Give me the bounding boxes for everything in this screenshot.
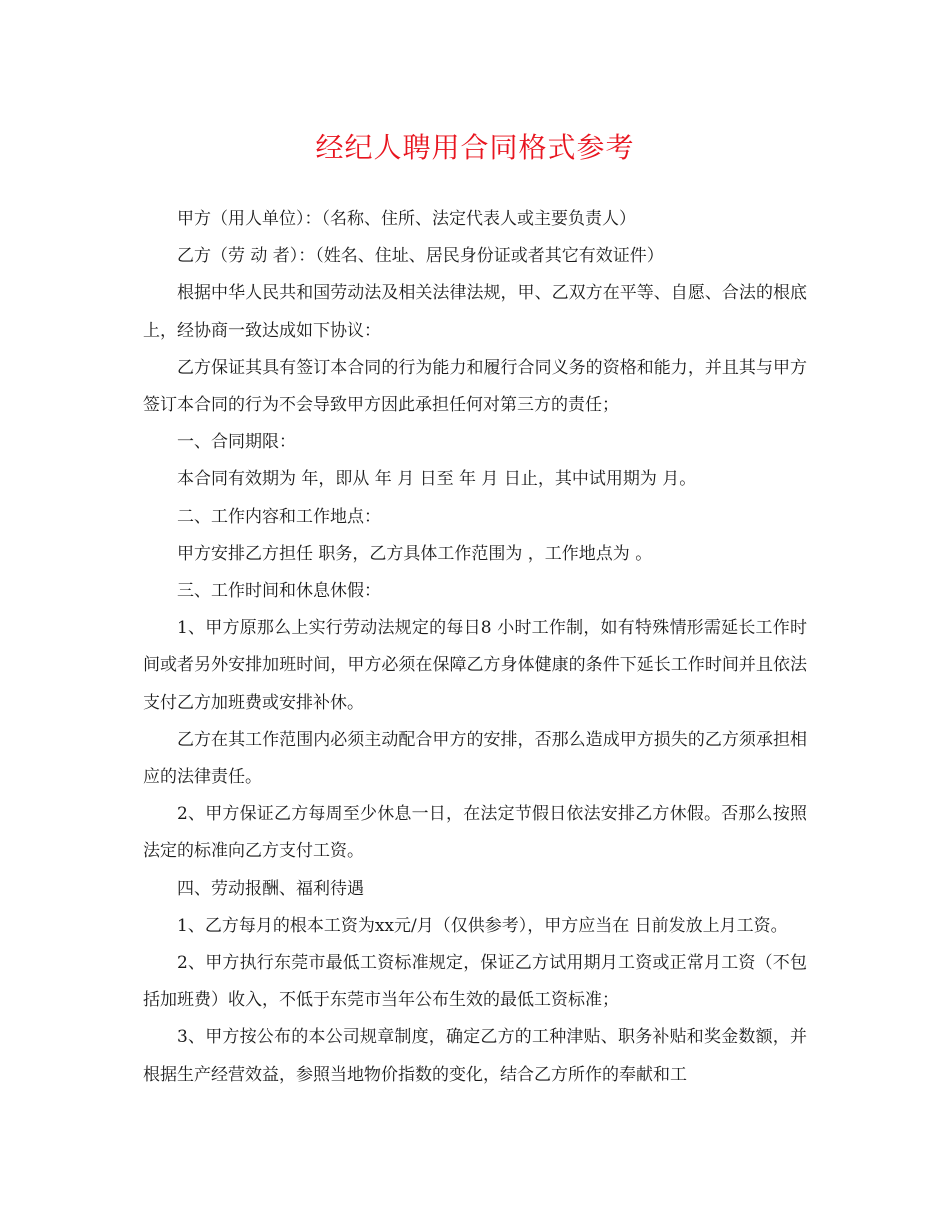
paragraph-guarantee: 乙方保证其具有签订本合同的行为能力和履行合同义务的资格和能力，并且其与甲方签订本合同的行为不会导致甲方因此承担任何对第三方的责任； — [143, 357, 807, 416]
document-title: 经纪人聘用合同格式参考 — [315, 131, 635, 164]
paragraph-term: 本合同有效期为 年，即从 年 月 日至 年 月 日止，其中试用期为 月。 — [177, 469, 697, 490]
paragraph-pay-1: 1、乙方每月的根本工资为xx元/月（仅供参考），甲方应当在 日前发放上月工资。 — [177, 915, 788, 936]
document-body — [143, 201, 807, 1094]
paragraph-hours-duty: 乙方在其工作范围内必须主动配合甲方的安排，否那么造成甲方损失的乙方须承担相应的法律责任。 — [143, 729, 807, 788]
paragraph-hours-1: 1、甲方原那么上实行劳动法规定的每日8 小时工作制，如有特殊情形需延长工作时间或者另外安排加班时间，甲方必须在保障乙方身体健康的条件下延长工作时间并且依法支付乙方加班费或安排补休。 — [143, 618, 807, 713]
section-heading-work: 二、工作内容和工作地点： — [177, 506, 381, 527]
section-heading-hours: 三、工作时间和休息休假： — [177, 581, 381, 602]
section-heading-term: 一、合同期限： — [177, 432, 296, 453]
section-heading-pay: 四、劳动报酬、福利待遇 — [177, 878, 364, 899]
paragraph-work: 甲方安排乙方担任 职务，乙方具体工作范围为 ，工作地点为 。 — [177, 543, 653, 564]
paragraph-hours-2: 2、甲方保证乙方每周至少休息一日，在法定节假日依法安排乙方休假。否那么按照法定的标准向乙方支付工资。 — [143, 804, 807, 862]
paragraph-preamble: 根据中华人民共和国劳动法及相关法律法规，甲、乙双方在平等、自愿、合法的根底上，经协商一致达成如下协议： — [143, 283, 807, 341]
paragraph-pay-3: 3、甲方按公布的本公司规章制度，确定乙方的工种津贴、职务补贴和奖金数额，并根据生产经营效益，参照当地物价指数的变化，结合乙方所作的奉献和工 — [143, 1027, 807, 1085]
paragraph-party-a: 甲方（用人单位）：（名称、住所、法定代表人或主要负责人） — [177, 209, 636, 229]
paragraph-party-b: 乙方（劳 动 者）：（姓名、住址、居民身份证或者其它有效证件） — [177, 246, 664, 267]
paragraph-pay-2: 2、甲方执行东莞市最低工资标准规定，保证乙方试用期月工资或正常月工资（不包括加班费）收入，不低于东莞市当年公布生效的最低工资标准； — [143, 953, 807, 1011]
